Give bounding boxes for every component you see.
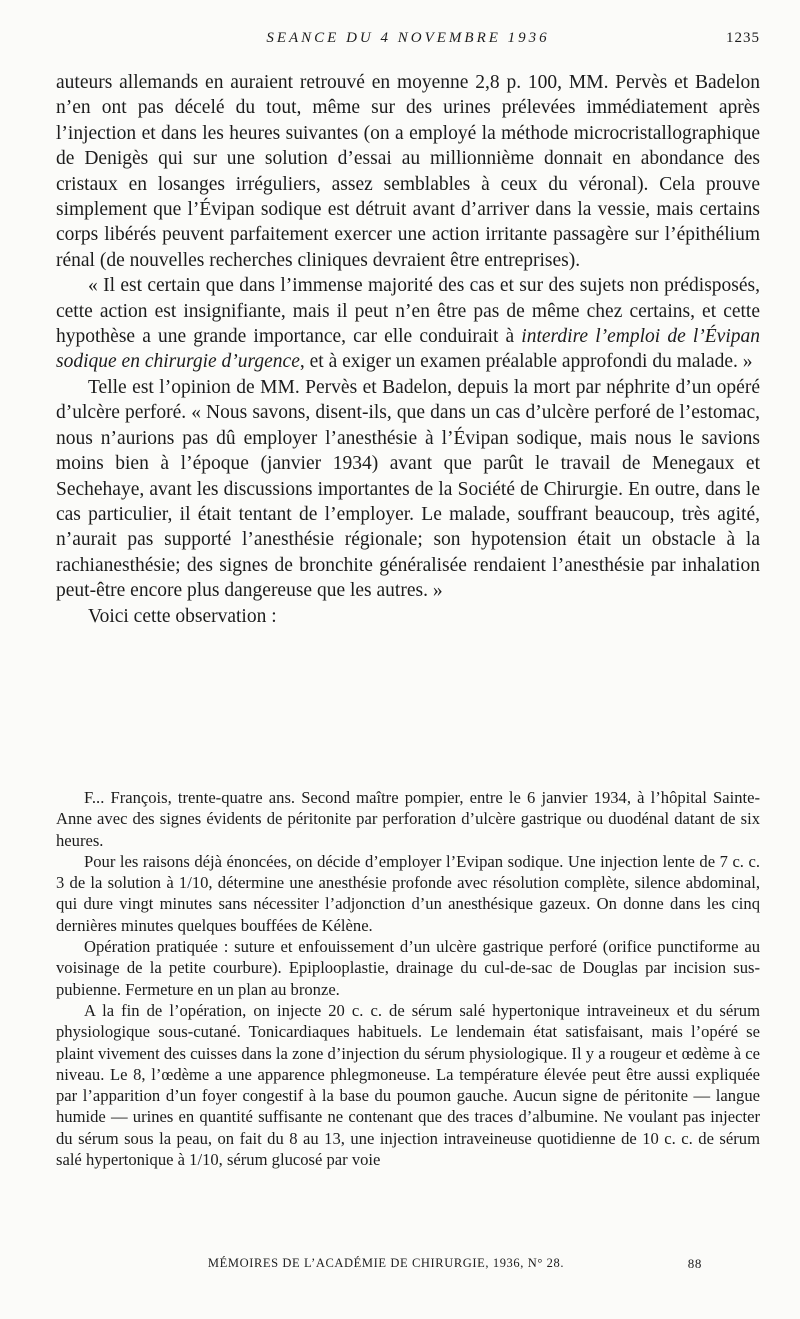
quote-emphasis: interdire l’emploi de l’Évipan sodique en chirurgie d’urgence xyxy=(56,326,760,373)
main-text xyxy=(56,70,760,629)
observation-paragraph: F... François, trente-quatre ans. Second maître pompier, entre le 6 janvier 1934, à l’hôpital Sainte-Anne avec des signes évidents de péritonite par perforation d’ulcère gastrique ou duodénal datant de six heures. xyxy=(56,788,760,850)
paragraph-continuation: auteurs allemands en auraient retrouvé en moyenne 2,8 p. 100, MM. Pervès et Badelon n’en ont pas décelé du tout, même sur des urines prélevées immédiatement après l’injection et dans les heures suivantes (on a employé la méthode microcristallographique de Denigès qui sur une solution d’essai au millionnième donnait en abondance des cristaux en losanges irréguliers, assez semblables à ceux du véronal). Cela prouve simplement que l’Évipan sodique est détruit avant d’arriver dans la vessie, mais certains corps libérés peuvent parfaitement exercer une action irritante passagère sur l’épithélium rénal (de nouvelles recherches cliniques devraient être entreprises). xyxy=(56,72,760,271)
observation-paragraph: A la fin de l’opération, on injecte 20 c. c. de sérum salé hypertonique intraveineux et du sérum physiologique sous-cutané. Tonicardiaques habituels. Le lendemain état satisfaisant, mais l’opéré se plaint vivement des cuisses dans la zone d’injection du sérum physiologique. Il y a rougeur et œdème à ce niveau. Le 8, l’œdème a une apparence phlegmoneuse. La température élevée peut être aussi expliquée par l’apparition d’un foyer congestif à la base du poumon gauche. Aucun signe de péritonite — langue humide — urines en quantité suffisante ne contenant que des traces d’albumine. Ne voulant pas injecter du sérum sous la peau, on fait du 8 au 13, une injection intraveineuse quotidienne de 10 c. c. de sérum salé hypertonique à 1/10, sérum glucosé par voie xyxy=(56,1000,760,1170)
paragraph-opinion: Telle est l’opinion de MM. Pervès et Badelon, depuis la mort par néphrite d’un opéré d’ulcère perforé. « Nous savons, disent-ils, que dans un cas d’ulcère perforé de l’estomac, nous n’aurions pas dû employer l’anesthésie à l’Évipan sodique, mais nous le savions moins bien à l’époque (janvier 1934) avant que parût le travail de Menegaux et Sechehaye, avant les discussions importantes de la Société de Chirurgie. En outre, dans le cas particulier, il était tentant de l’employer. Le malade, souffrant beaucoup, très agité, n’aurait pas supporté l’anesthésie régionale; son hypotension était un obstacle à la rachianesthésie; des signes de bronchite généralisée rendaient l’anesthésie par inhalation peut-être encore plus dangereuse que les autres. » xyxy=(56,376,760,602)
quote-text-start: « Il est certain que dans l’immense majorité des cas et sur des sujets non prédisposés, cette action est insignifiante, mais il peut n’en être pas de même chez certains, et cette hypothèse a une grande importance, car elle conduirait à xyxy=(56,275,760,348)
observation-paragraph: Pour les raisons déjà énoncées, on décide d’employer l’Evipan sodique. Une injection lente de 7 c. c. 3 de la solution à 1/10, détermine une anesthésie profonde avec résolution complète, silence abdominal, qui dure vingt minutes sans nécessiter l’adjonction d’un anesthésique gazeux. On donne dans les cinq dernières minutes quelques bouffées de Kélène. xyxy=(56,851,760,935)
running-title: SEANCE DU 4 NOVEMBRE 1936 xyxy=(266,30,550,46)
page-number: 1235 xyxy=(726,30,760,46)
running-head xyxy=(56,30,760,54)
observation-paragraph: Opération pratiquée : suture et enfouissement d’un ulcère gastrique perforé (orifice punctiforme au voisinage de la petite courbure). Epiplooplastie, drainage du cul-de-sac de Douglas par incision sus-pubienne. Fermeture en un plan au bronze. xyxy=(56,937,760,999)
sheet-number: 88 xyxy=(687,1256,702,1271)
journal-page xyxy=(56,0,760,1319)
observation-intro: Voici cette observation : xyxy=(88,605,277,627)
paragraph-quote xyxy=(56,273,760,375)
quote-text-end: , et à exiger un examen préalable approfondi du malade. » xyxy=(299,351,753,373)
clinical-observation xyxy=(56,787,760,1170)
journal-citation: MÉMOIRES DE L’ACADÉMIE DE CHIRURGIE, 1936, N° 28. xyxy=(207,1256,565,1270)
